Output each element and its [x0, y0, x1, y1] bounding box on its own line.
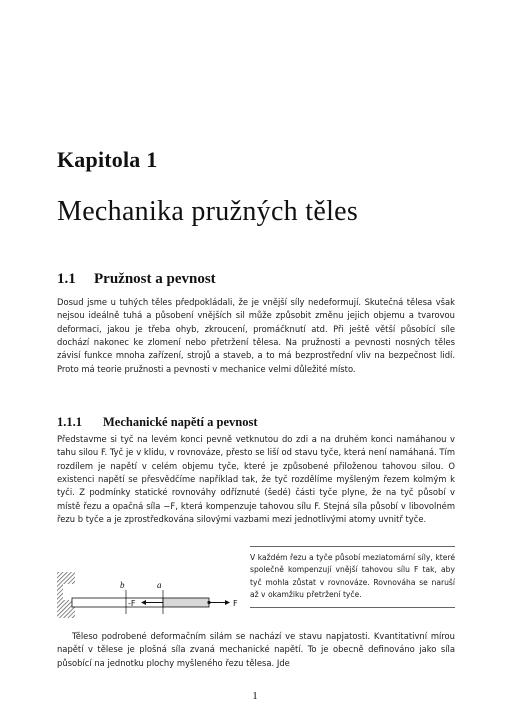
page-number: 1: [252, 690, 258, 702]
rod-cut-part: [163, 598, 209, 607]
subsection-number: 1.1.1: [57, 415, 82, 429]
margin-note: V každém řezu a tyče působí meziatomární síly, které společně kompenzují vnější tahovou sílu F tak, aby tyč mohla zůstat v rovnováze. Rovnováha se naruší až v okamžiku přetržení tyče.: [250, 546, 455, 608]
paragraph-rod-example: Představme si tyč na levém konci pevně vetknutou do zdi a na druhém konci namáhanou v tahu silou F. Tyč je v klidu, v rovnováze, přesto se liší od stavu tyče, která není namáhaná. Tím rozdílem je napětí v celém objemu tyče, které je způsobené přiloženou tahovou silou. O existenci napětí se přesvědčíme například tak, že tyč rozdělíme myšleným řezem kolmým k tyči. Z podmínky statické rovnováhy odříznuté (šedé) části tyče plyne, že na tyč působí v místě řezu a opačná síla −F, která kompenzuje tahovou sílu F. Stejná síla působí v libovolném řezu b tyče a je zprostředkována silovými vazbami mezi jednotlivými atomy uvnitř tyče.: [57, 434, 455, 525]
label-a: a: [157, 580, 162, 590]
label-b: b: [120, 580, 125, 590]
paragraph-stress: Těleso podrobené deformačním silám se nachází ve stavu napjatosti. Kvantitativní mírou napětí v tělese je plošná síla zvaná mechanické napětí. To je obecně definováno jako síla působící na jednotku plochy myšleného řezu tělesa. Jde: [57, 631, 455, 668]
paragraph-intro: Dosud jsme u tuhých těles předpokládali, že je vnější síly nedeformují. Skutečná tělesa však nejsou ideálně tuhá a působení vnějších sil může způsobit změnu jejich objemu a tvarovou deformaci, jakou je třeba ohyb, zkroucení, promáčknutí atd. Při ještě větší působící síle dochází nakonec ke zlomení nebo přetržení tělesa. Na pružnosti a pevnosti nosných těles závisí funkce mnoha zařízení, strojů a staveb, a to má bezprostřední vliv na bezpečnost lidí. Proto má teorie pružnosti a pevnosti v mechanice velmi důležité místo.: [57, 297, 455, 374]
chapter-title: Mechanika pružných těles: [57, 196, 359, 227]
section-number: 1.1: [57, 271, 76, 287]
arrow-f-head: [225, 600, 230, 605]
chapter-label: Kapitola 1: [57, 147, 158, 172]
wall-notch: [63, 584, 77, 600]
rod-tension-figure: [57, 552, 247, 620]
subsection-title: Mechanické napětí a pevnost: [103, 415, 258, 429]
subsection-heading: [57, 415, 258, 430]
label-minus-f: -F: [128, 599, 136, 608]
section-heading: [57, 271, 216, 288]
section-title: Pružnost a pevnost: [94, 271, 216, 287]
label-f: F: [233, 599, 238, 608]
